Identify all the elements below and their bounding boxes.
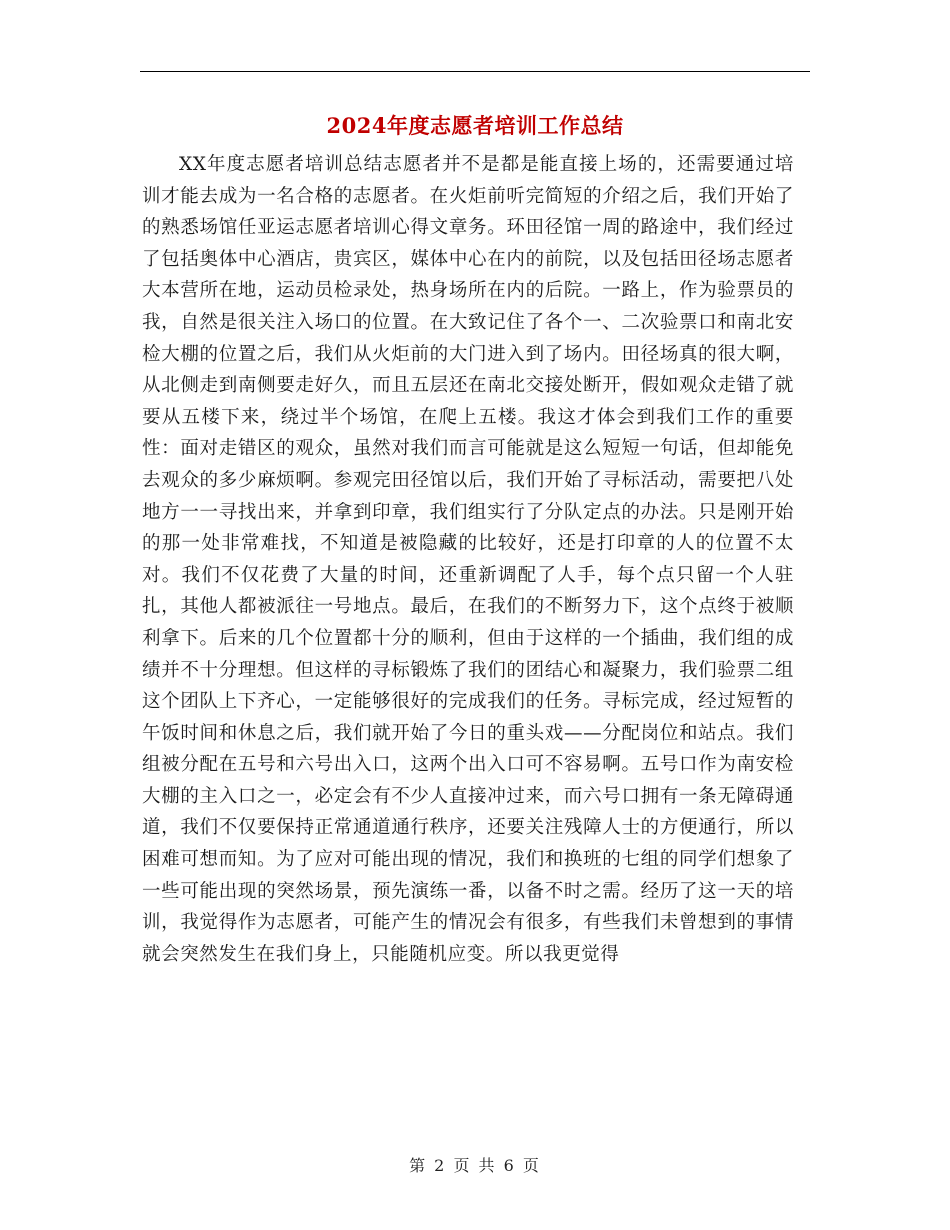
document-title: 2024年度志愿者培训工作总结: [326, 113, 624, 138]
body-paragraph: XX年度志愿者培训总结志愿者并不是都是能直接上场的，还需要通过培训才能去成为一名合格的志愿者。在火炬前听完简短的介绍之后，我们开始了的熟悉场馆任亚运志愿者培训心得文章务。环田径馆一周的路途中，我们经过了包括奥体中心酒店，贵宾区，媒体中心在内的前院，以及包括田径场志愿者大本营所在地，运动员检录处，热身场所在内的后院。一路上，作为验票员的我，自然是很关注入场口的位置。在大致记住了各个一、二次验票口和南北安检大棚的位置之后，我们从火炬前的大门进入到了场内。田径场真的很大啊，从北侧走到南侧要走好久，而且五层还在南北交接处断开，假如观众走错了就要从五楼下来，绕过半个场馆，在爬上五楼。我这才体会到我们工作的重要性：面对走错区的观众，虽然对我们而言可能就是这么短短一句话，但却能免去观众的多少麻烦啊。参观完田径馆以后，我们开始了寻标活动，需要把八处地方一一寻找出来，并拿到印章，我们组实行了分队定点的办法。只是刚开始的那一处非常难找，不知道是被隐藏的比较好，还是打印章的人的位置不太对。我们不仅花费了大量的时间，还重新调配了人手，每个点只留一个人驻扎，其他人都被派往一号地点。最后，在我们的不断努力下，这个点终于被顺利拿下。后来的几个位置都十分的顺利，但由于这样的一个插曲，我们组的成绩并不十分理想。但这样的寻标锻炼了我们的团结心和凝聚力，我们验票二组这个团队上下齐心，一定能够很好的完成我们的任务。寻标完成，经过短暂的午饭时间和休息之后，我们就开始了今日的重头戏——分配岗位和站点。我们组被分配在五号和六号出入口，这两个出入口可不容易啊。五号口作为南安检大棚的主入口之一，必定会有不少人直接冲过来，而六号口拥有一条无障碍通道，我们不仅要保持正常通道通行秩序，还要关注残障人士的方便通行，所以困难可想而知。为了应对可能出现的情况，我们和换班的七组的同学们想象了一些可能出现的突然场景，预先演练一番，以备不时之需。经历了这一天的培训，我觉得作为志愿者，可能产生的情况会有很多，有些我们未曾想到的事情就会突然发生在我们身上，只能随机应变。所以我更觉得: [142, 154, 794, 965]
header-rule: [140, 71, 810, 72]
page-number-label: 第 2 页 共 6 页: [409, 1156, 541, 1175]
page-footer: [0, 1153, 950, 1176]
